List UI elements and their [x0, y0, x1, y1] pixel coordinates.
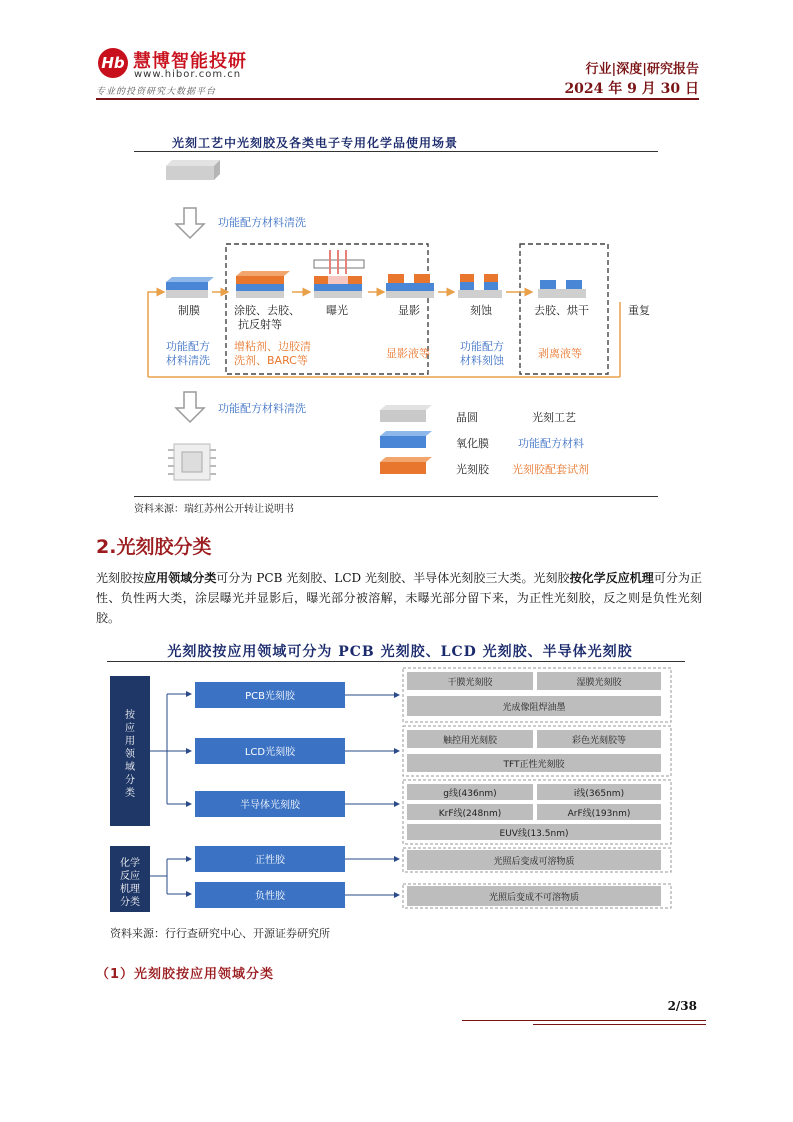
svg-text:光成像阻焊油墨: 光成像阻焊油墨 [502, 703, 566, 713]
svg-text:用: 用 [125, 736, 135, 747]
figure2-source: 资料来源：行行查研究中心、开源证券研究所 [110, 927, 330, 940]
brand-logo-icon: Hb [98, 48, 128, 78]
step-develop-wafer [386, 274, 434, 298]
svg-text:LCD光刻胶: LCD光刻胶 [244, 747, 296, 758]
chem-label: 材料清洗 [166, 354, 210, 367]
legend-resist [380, 457, 432, 474]
svg-text:反应: 反应 [120, 871, 140, 882]
figure1-source: 资料来源：瑞红苏州公开转让说明书 [134, 504, 294, 515]
svg-text:湿膜光刻胶: 湿膜光刻胶 [576, 678, 622, 688]
svg-text:KrF线(248nm): KrF线(248nm) [438, 809, 502, 819]
brand-slogan: 专业的投资研究大数据平台 [96, 87, 217, 97]
section-heading: 2.光刻胶分类 [96, 536, 212, 558]
svg-text:彩色光刻胶等: 彩色光刻胶等 [571, 736, 627, 746]
step-label: 制膜 [178, 304, 200, 317]
step-etch-wafer [458, 274, 502, 298]
svg-text:机理: 机理 [120, 884, 140, 895]
page-number: 2/38 [667, 999, 697, 1013]
bottom-clean-label: 功能配方材料清洗 [218, 402, 306, 415]
figure1-title: 光刻工艺中光刻胶及各类电子专用化学品使用场景 [172, 136, 459, 150]
svg-text:i线(365nm): i线(365nm) [573, 789, 625, 799]
down-arrow-bottom-icon [176, 392, 204, 422]
brand-name: 慧博智能投研 [133, 51, 247, 72]
svg-text:分: 分 [125, 775, 135, 786]
figure2-top-rule [107, 661, 685, 662]
footer-line [462, 1020, 706, 1021]
chip-icon [168, 444, 216, 480]
chem-label: 显影液等 [386, 347, 430, 360]
svg-text:按: 按 [125, 710, 135, 721]
footer-line-2 [533, 1024, 706, 1025]
step-strip-wafer [538, 280, 586, 298]
svg-text:负性胶: 负性胶 [255, 891, 285, 902]
figure2-diagram [107, 664, 687, 920]
legend-oxide [380, 431, 432, 448]
figure1-bottom-rule [134, 496, 658, 497]
legend-wafer [380, 405, 432, 422]
chem-label: 功能配方 [166, 340, 210, 353]
figure2-title: 光刻胶按应用领域可分为 PCB 光刻胶、LCD 光刻胶、半导体光刻胶 [167, 644, 633, 660]
brand-url[interactable]: www.hibor.com.cn [134, 69, 242, 80]
step-expose-wafer [314, 250, 364, 298]
top-clean-label: 功能配方材料清洗 [218, 216, 306, 229]
svg-text:TFT正性光刻胶: TFT正性光刻胶 [503, 760, 565, 770]
svg-text:EUV线(13.5nm): EUV线(13.5nm) [499, 829, 569, 839]
step-label: 曝光 [326, 304, 348, 317]
svg-text:PCB光刻胶: PCB光刻胶 [245, 691, 295, 702]
step-label: 涂胶、去胶、 [234, 304, 300, 317]
step-label: 重复 [628, 304, 650, 317]
svg-text:化学: 化学 [120, 858, 140, 869]
svg-text:触控用光刻胶: 触控用光刻胶 [442, 736, 498, 746]
svg-text:ArF线(193nm): ArF线(193nm) [567, 809, 631, 819]
chem-label: 材料刻蚀 [460, 354, 504, 367]
down-arrow-top-icon [176, 208, 204, 238]
svg-text:光照后变成可溶物质: 光照后变成可溶物质 [493, 857, 575, 867]
report-category: 行业|深度|研究报告 [585, 62, 699, 77]
legend-label: 晶圆 [456, 411, 478, 424]
step-label: 显影 [398, 304, 420, 317]
legend-desc: 光刻胶配套试剂 [512, 463, 589, 476]
chem-label: 功能配方 [460, 340, 504, 353]
section-paragraph: 光刻胶按应用领域分类可分为 PCB 光刻胶、LCD 光刻胶、半导体光刻胶三大类。光刻胶按化学反应机理可分为正性、负性两大类，涂层曝光并显影后，曝光部分被溶解，未曝光部分留下来，为正性光刻胶，反之则是负性光刻胶。 [96, 571, 702, 625]
svg-text:领: 领 [125, 749, 135, 760]
step-label: 去胶、烘干 [534, 304, 589, 317]
svg-text:应: 应 [125, 723, 135, 734]
subheading: （1）光刻胶按应用领域分类 [96, 967, 275, 982]
svg-text:干膜光刻胶: 干膜光刻胶 [447, 678, 493, 688]
header-divider [96, 98, 699, 100]
report-date: 2024 年 9 月 30 日 [564, 81, 699, 97]
chem-label: 剥离液等 [538, 347, 582, 360]
legend-desc: 光刻工艺 [532, 411, 576, 424]
step-film-wafer [166, 277, 214, 298]
step-label: 抗反射等 [238, 318, 282, 331]
legend-label: 光刻胶 [456, 463, 489, 476]
step-coat-wafer [236, 271, 290, 298]
svg-text:分类: 分类 [120, 897, 140, 908]
legend-desc: 功能配方材料 [518, 437, 584, 450]
svg-text:正性胶: 正性胶 [255, 855, 285, 866]
step-label: 刻蚀 [470, 304, 492, 317]
svg-text:域: 域 [125, 762, 135, 773]
chem-label: 洗剂、BARC等 [234, 354, 308, 367]
svg-text:半导体光刻胶: 半导体光刻胶 [240, 800, 300, 811]
legend-label: 氧化膜 [456, 437, 489, 450]
chem-label: 增粘剂、边胶清 [234, 340, 311, 353]
wafer-top-icon [166, 160, 220, 180]
figure1-diagram [134, 152, 658, 496]
svg-text:g线(436nm): g线(436nm) [443, 789, 497, 799]
svg-text:光照后变成不可溶物质: 光照后变成不可溶物质 [488, 893, 580, 903]
svg-text:类: 类 [125, 788, 135, 799]
